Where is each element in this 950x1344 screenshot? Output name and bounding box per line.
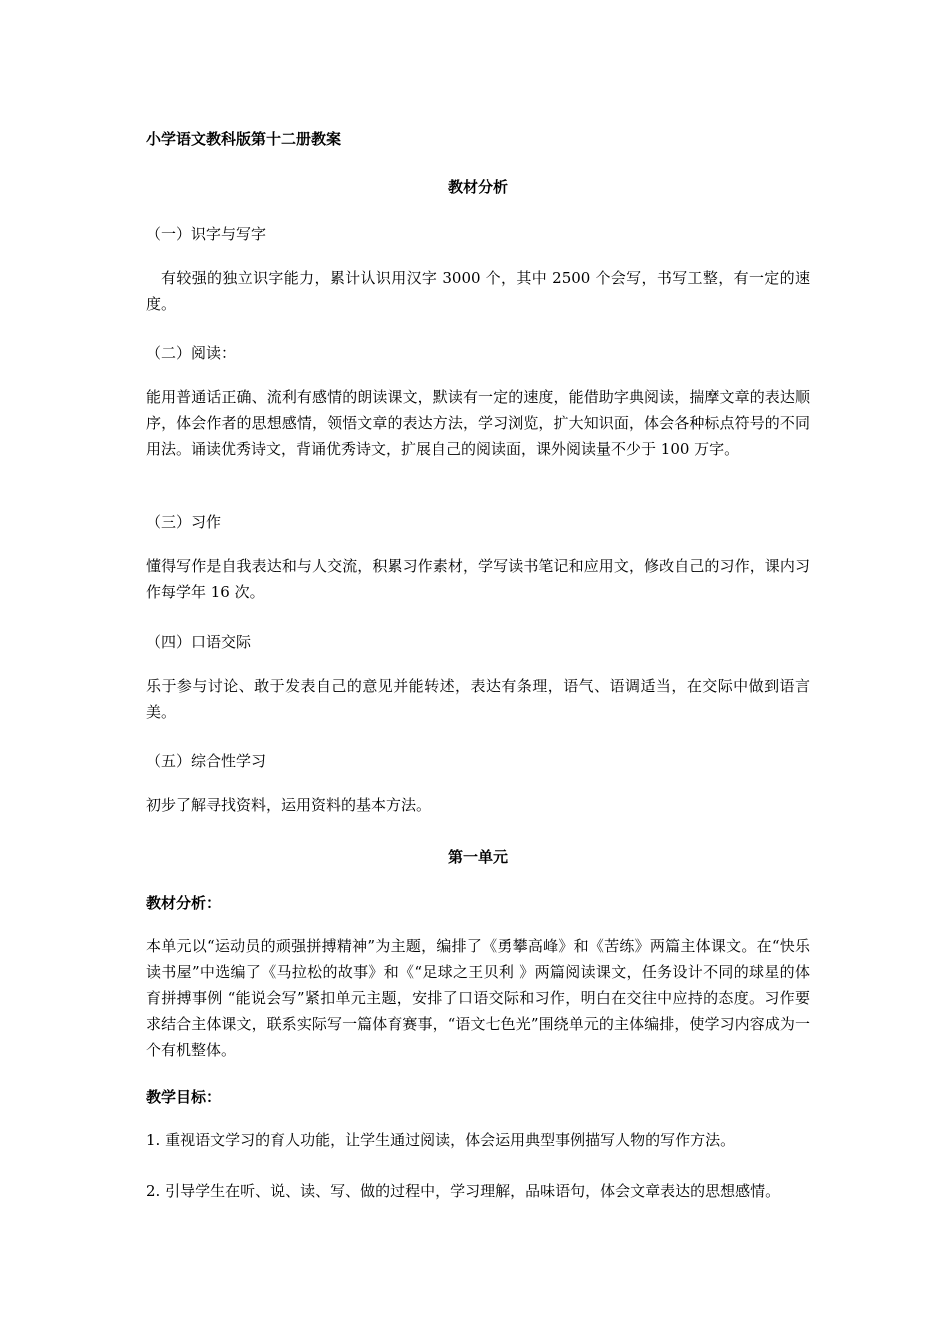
section-text-oral: 乐于参与讨论、敢于发表自己的意见并能转述，表达有条理，语气、语调适当，在交际中做到语言美。 [146,677,810,721]
section-text-writing: 懂得写作是自我表达和与人交流，积累习作素材，学写读书笔记和应用文，修改自己的习作，课内习作每学年 16 次。 [146,557,810,601]
section-label-reading: （二）阅读： [146,344,237,362]
unit-heading: 第一单元 [447,848,508,866]
unit-analysis-text: 本单元以“运动员的顽强拼搏精神”为主题，编排了《勇攀高峰》和《苦练》两篇主体课文。在“快乐读书屋”中选编了《马拉松的故事》和《“足球之王贝利 》两篇阅读课文，任务设计不同的球星的体育拼搏事例 “能说会写”紧扣单元主题，安排了口语交际和习作，明白在交往中应持的态度。习作要求结合主体课文，联系实际写一篇体育赛事，“语文七色光”围绕单元的主体编排，使学习内容成为一个有机整体。 [146,937,810,1059]
section-text-reading: 能用普通话正确、流利有感情的朗读课文，默读有一定的速度，能借助字典阅读，揣摩文章的表达顺序，体会作者的思想感情，领悟文章的表达方法，学习浏览，扩大知识面，体会各种标点符号的不同用法。诵读优秀诗文，背诵优秀诗文，扩展自己的阅读面，课外阅读量不少于 100 万字。 [146,388,810,458]
section-label-writing: （三）习作 [146,513,222,531]
section-label-literacy: （一）识字与写字 [146,225,267,243]
section-text-comprehensive: 初步了解寻找资料，运用资料的基本方法。 [146,796,432,814]
document-title: 小学语文教科版第十二册教案 [146,130,342,148]
section-label-oral: （四）口语交际 [146,633,252,651]
goal-item: 1. 重视语文学习的育人功能，让学生通过阅读，体会运用典型事例描写人物的写作方法。 [146,1131,736,1149]
section-label-comprehensive: （五）综合性学习 [146,752,267,770]
goals-label: 教学目标： [146,1088,222,1106]
analysis-heading: 教材分析 [447,178,508,196]
section-text-literacy: 有较强的独立识字能力，累计认识用汉字 3000 个，其中 2500 个会写，书写工整，有一定的速度。 [146,269,810,313]
unit-analysis-label: 教材分析： [146,894,222,912]
goal-item: 2. 引导学生在听、说、读、写、做的过程中，学习理解，品味语句，体会文章表达的思想感情。 [146,1182,781,1200]
